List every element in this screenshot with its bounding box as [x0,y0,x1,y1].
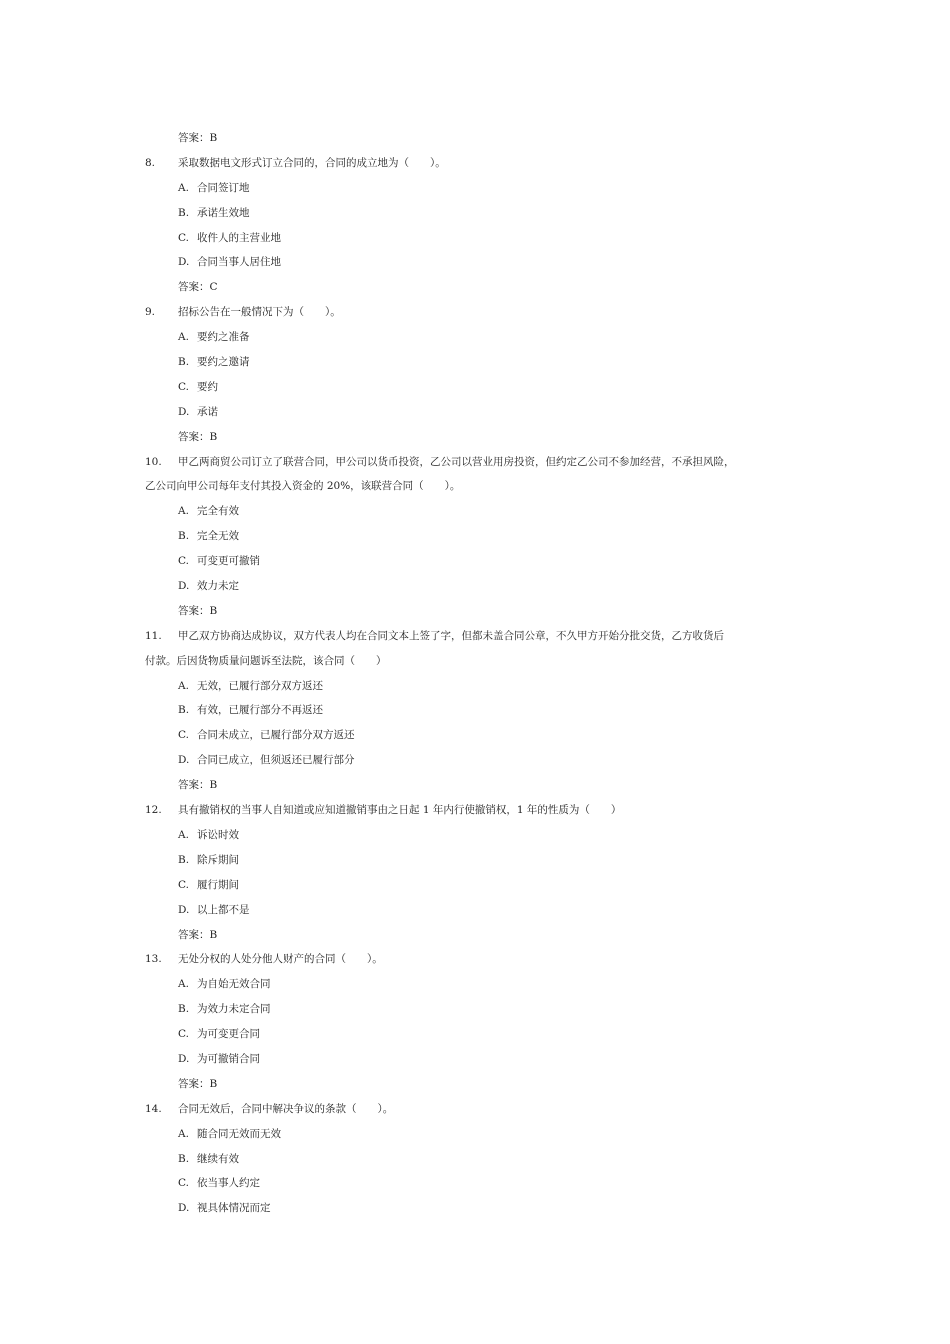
option-text: 以上都不是 [197,903,250,916]
answer-line: 答案：B [178,1077,218,1090]
option-letter: C. [178,231,189,244]
option-letter: C. [178,878,189,891]
question-stem [145,798,810,823]
option-text: 收件人的主营业地 [197,231,281,244]
option-letter: C. [178,380,189,393]
answer-line: 答案：C [178,281,218,294]
option-letter: A. [178,181,189,194]
option-text: 完全有效 [197,505,239,518]
option-item [145,1147,810,1172]
option-item [145,1122,810,1147]
option-text: 合同未成立，已履行部分双方返还 [197,729,355,742]
option-item [145,848,810,873]
option-item [145,674,810,699]
question-number: 10. [145,455,162,468]
option-text: 合同当事人居住地 [197,256,281,269]
option-letter: A. [178,679,189,692]
option-letter: B. [178,356,190,369]
option-text: 为可撤销合同 [197,1052,260,1065]
option-text: 合同已成立，但须返还已履行部分 [197,754,355,767]
option-item [145,325,810,350]
option-item [145,748,810,773]
option-text: 诉讼时效 [197,828,239,841]
option-letter: D. [178,903,190,916]
option-item [145,201,810,226]
question-stem-continued [145,649,810,674]
question-stem [145,1097,810,1122]
answer-line: 答案：B [178,604,218,617]
option-item [145,1022,810,1047]
question-number: 9. [145,306,156,319]
option-letter: B. [178,704,190,717]
question-number: 12. [145,804,162,817]
option-letter: C. [178,729,189,742]
option-letter: A. [178,331,189,344]
question-stem [145,300,810,325]
answer-line: 答案：B [178,132,218,144]
option-text: 合同签订地 [197,181,250,194]
question-stem [145,947,810,972]
option-letter: C. [178,1028,189,1041]
option-letter: B. [178,1152,190,1165]
question-number: 11. [145,629,162,642]
option-item [145,250,810,275]
option-letter: A. [178,978,189,991]
option-text: 要约之准备 [197,331,250,344]
option-text: 可变更可撤销 [197,555,260,568]
question-number: 13. [145,953,162,966]
option-letter: B. [178,1003,190,1016]
option-text: 要约 [197,380,218,393]
question-stem [145,624,810,649]
question-stem [145,151,810,176]
option-item [145,723,810,748]
option-item [145,698,810,723]
option-text: 为效力未定合同 [197,1003,271,1016]
option-text: 要约之邀请 [197,356,250,369]
option-text: 完全无效 [197,530,239,543]
option-letter: D. [178,580,190,593]
answer-line: 答案：B [178,928,218,941]
option-item [145,176,810,201]
option-text: 视具体情况而定 [197,1202,271,1215]
answer-line: 答案：B [178,779,218,792]
answer-line: 答案：B [178,430,218,443]
option-item [145,574,810,599]
option-item [145,549,810,574]
option-item [145,1171,810,1196]
question-stem [145,450,810,475]
option-item [145,1196,810,1221]
question-text: 乙公司向甲公司每年支付其投入资金的 20%，该联营合同（ ）。 [145,480,461,493]
option-item [145,898,810,923]
option-text: 承诺 [197,405,218,418]
question-text: 采取数据电文形式订立合同的，合同的成立地为（ ）。 [178,156,446,169]
option-letter: A. [178,1127,189,1140]
option-text: 无效，已履行部分双方返还 [197,679,323,692]
option-text: 履行期间 [197,878,239,891]
question-text: 合同无效后，合同中解决争议的条款（ ）。 [178,1102,394,1115]
question-text: 甲乙两商贸公司订立了联营合同，甲公司以货币投资，乙公司以营业用房投资，但约定乙公司不参加经营，不承担风险， [178,455,735,468]
question-text: 付款。后因货物质量问题诉至法院，该合同（ ） [145,654,387,667]
option-item [145,823,810,848]
option-letter: C. [178,1177,189,1190]
option-letter: D. [178,754,190,767]
option-letter: D. [178,256,190,269]
option-item [145,350,810,375]
question-text: 甲乙双方协商达成协议，双方代表人均在合同文本上签了字，但都未盖合同公章，不久甲方开始分批交货，乙方收货后 [178,629,724,642]
option-item [145,226,810,251]
question-text: 具有撤销权的当事人自知道或应知道撤销事由之日起 1 年内行使撤销权，1 年的性质为（ ） [178,804,622,817]
option-text: 承诺生效地 [197,206,250,219]
question-number: 14. [145,1102,162,1115]
option-item [145,499,810,524]
option-letter: D. [178,1202,190,1215]
option-text: 随合同无效而无效 [197,1127,281,1140]
question-number: 8. [145,156,156,169]
option-item [145,400,810,425]
option-letter: A. [178,828,189,841]
option-text: 效力未定 [197,580,239,593]
option-text: 除斥期间 [197,853,239,866]
option-letter: B. [178,853,190,866]
option-item [145,873,810,898]
option-text: 依当事人约定 [197,1177,260,1190]
option-text: 为自始无效合同 [197,978,271,991]
question-text: 无处分权的人处分他人财产的合同（ ）。 [178,953,383,966]
option-text: 为可变更合同 [197,1028,260,1041]
option-text: 继续有效 [197,1152,239,1165]
option-letter: D. [178,1052,190,1065]
option-item [145,972,810,997]
option-letter: C. [178,555,189,568]
option-item [145,524,810,549]
option-item [145,997,810,1022]
option-item [145,1047,810,1072]
question-text: 招标公告在一般情况下为（ ）。 [178,306,341,319]
question-list [145,126,810,1221]
question-stem-continued [145,474,810,499]
option-letter: B. [178,530,190,543]
option-letter: B. [178,206,190,219]
option-letter: D. [178,405,190,418]
option-letter: A. [178,505,189,518]
option-text: 有效，已履行部分不再返还 [197,704,323,717]
option-item [145,375,810,400]
